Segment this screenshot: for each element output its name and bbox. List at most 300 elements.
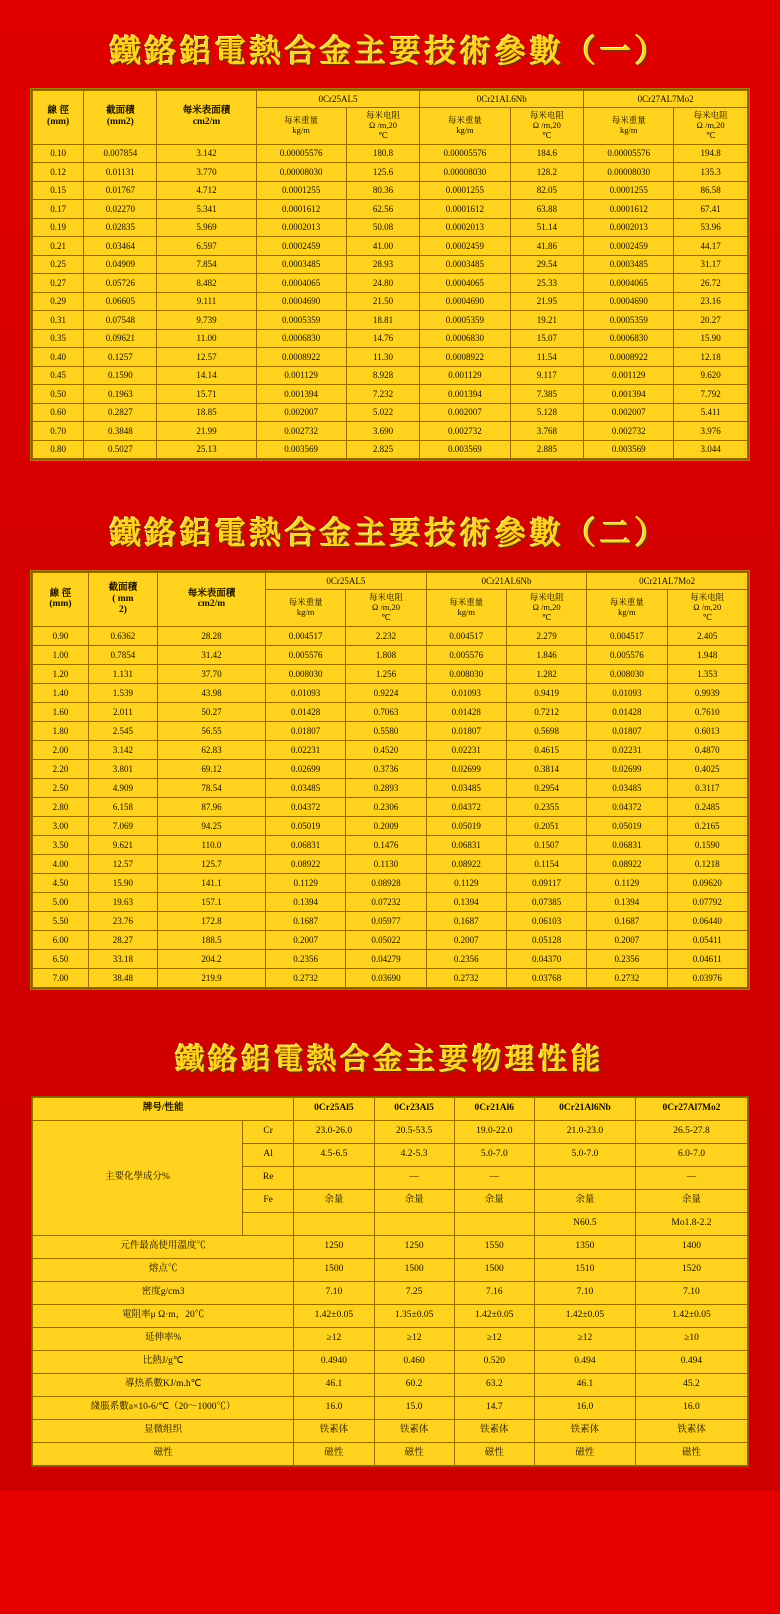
table1-cell-r15-c8: 3.976: [674, 422, 748, 441]
table-2-wrapper: [31, 571, 749, 989]
property-value-r5-c0: 0.4940: [294, 1350, 374, 1373]
header2-weight-3: 每米重量 kg/m: [587, 590, 667, 626]
property-value-r3-c0: 1.42±0.05: [294, 1304, 374, 1327]
table-row: [33, 422, 748, 441]
property-label-7: 綫脹系數a×10-6/℃（20～1000℃）: [33, 1396, 294, 1419]
property-value-r8-c0: 铁素体: [294, 1419, 374, 1442]
table-3-wrapper: [31, 1096, 749, 1467]
table2-cell-r17-c1: 33.18: [88, 949, 157, 968]
header2-resistance-3: 每米电阻 Ω /m,20 ℃: [667, 590, 747, 626]
table2-cell-r14-c8: 0.07792: [667, 892, 747, 911]
table2-cell-r8-c5: 0.03485: [426, 778, 506, 797]
header-alloy2-0cr21al7mo2: 0Cr21AL7Mo2: [587, 573, 748, 590]
table1-cell-r13-c1: 0.1963: [84, 385, 157, 404]
table1-cell-r3-c2: 5.341: [157, 200, 256, 219]
table2-cell-r4-c4: 0.7063: [346, 702, 426, 721]
table2-cell-r18-c5: 0.2732: [426, 968, 506, 987]
table1-cell-r16-c5: 0.003569: [420, 440, 510, 459]
table2-cell-r6-c7: 0.02231: [587, 740, 667, 759]
table1-cell-r15-c0: 0.70: [33, 422, 84, 441]
property-value-r9-c2: 磁性: [454, 1442, 534, 1465]
table1-cell-r8-c8: 23.16: [674, 292, 748, 311]
table1-cell-r16-c6: 2.885: [510, 440, 584, 459]
table1-cell-r2-c7: 0.0001255: [584, 181, 674, 200]
header-alloy2-0cr21al6nb: 0Cr21AL6Nb: [426, 573, 587, 590]
table2-cell-r2-c3: 0.008030: [266, 664, 346, 683]
property-label-3: 電阻率μ Ω·m，20℃: [33, 1304, 294, 1327]
table-row: [33, 683, 748, 702]
table2-cell-r2-c8: 1.353: [667, 664, 747, 683]
table-row: [33, 255, 748, 274]
table2-cell-r1-c5: 0.005576: [426, 645, 506, 664]
table2-cell-r4-c2: 50.27: [157, 702, 265, 721]
table2-cell-r16-c6: 0.05128: [506, 930, 586, 949]
table2-cell-r13-c3: 0.1129: [266, 873, 346, 892]
header-alloy2-0cr25al5: 0Cr25AL5: [266, 573, 427, 590]
property-value-r7-c1: 15.0: [374, 1396, 454, 1419]
table1-cell-r15-c6: 3.768: [510, 422, 584, 441]
table2-cell-r9-c0: 2.80: [33, 797, 89, 816]
table2-cell-r14-c7: 0.1394: [587, 892, 667, 911]
composition-value-r2-c0: [294, 1166, 374, 1189]
composition-value-r3-c1: 余量: [374, 1189, 454, 1212]
table1-cell-r12-c7: 0.001129: [584, 366, 674, 385]
property-value-r2-c2: 7.16: [454, 1281, 534, 1304]
table1-cell-r4-c7: 0.0002013: [584, 218, 674, 237]
property-value-r4-c2: ≥12: [454, 1327, 534, 1350]
table2-cell-r12-c8: 0.1218: [667, 854, 747, 873]
header-col-0cr21al6nb: 0Cr21Al6Nb: [534, 1097, 635, 1120]
technical-parameters-table-1: [32, 90, 748, 459]
table1-cell-r9-c4: 18.81: [346, 311, 420, 330]
table2-cell-r5-c1: 2.545: [88, 721, 157, 740]
table2-cell-r9-c5: 0.04372: [426, 797, 506, 816]
table1-cell-r9-c0: 0.31: [33, 311, 84, 330]
table-row: [33, 740, 748, 759]
table-row: [33, 759, 748, 778]
table2-cell-r18-c4: 0.03690: [346, 968, 426, 987]
property-value-r2-c1: 7.25: [374, 1281, 454, 1304]
table2-cell-r10-c0: 3.00: [33, 816, 89, 835]
property-row: [33, 1258, 748, 1281]
property-label-0: 元件最高使用溫度℃: [33, 1235, 294, 1258]
table1-cell-r11-c3: 0.0008922: [256, 348, 346, 367]
property-value-r2-c0: 7.10: [294, 1281, 374, 1304]
table-row: [33, 218, 748, 237]
table2-cell-r5-c8: 0.6013: [667, 721, 747, 740]
table2-cell-r13-c6: 0.09117: [506, 873, 586, 892]
table-row: [33, 237, 748, 256]
composition-value-r2-c2: —: [454, 1166, 534, 1189]
table1-cell-r1-c8: 135.3: [674, 163, 748, 182]
property-value-r6-c2: 63.2: [454, 1373, 534, 1396]
table1-cell-r3-c0: 0.17: [33, 200, 84, 219]
table2-cell-r6-c0: 2.00: [33, 740, 89, 759]
table2-cell-r2-c0: 1.20: [33, 664, 89, 683]
property-value-r0-c4: 1400: [635, 1235, 747, 1258]
table2-cell-r14-c0: 5.00: [33, 892, 89, 911]
header-col-0cr25al5: 0Cr25Al5: [294, 1097, 374, 1120]
table2-cell-r12-c1: 12.57: [88, 854, 157, 873]
table1-cell-r8-c2: 9.111: [157, 292, 256, 311]
table1-cell-r9-c2: 9.739: [157, 311, 256, 330]
table1-cell-r2-c4: 80.36: [346, 181, 420, 200]
table-row: [33, 664, 748, 683]
property-value-r4-c3: ≥12: [534, 1327, 635, 1350]
table1-cell-r14-c5: 0.002007: [420, 403, 510, 422]
table1-cell-r8-c6: 21.95: [510, 292, 584, 311]
table1-cell-r15-c1: 0.3848: [84, 422, 157, 441]
table1-cell-r6-c2: 7.854: [157, 255, 256, 274]
header-surface-area-2: 每米表面積 cm2/m: [157, 573, 265, 627]
table1-cell-r4-c4: 50.08: [346, 218, 420, 237]
table1-cell-r16-c3: 0.003569: [256, 440, 346, 459]
header-col-0cr21al6: 0Cr21Al6: [454, 1097, 534, 1120]
table2-cell-r0-c2: 28.28: [157, 626, 265, 645]
header-alloy-0cr27al7mo2: 0Cr27AL7Mo2: [584, 91, 748, 108]
table2-cell-r17-c6: 0.04370: [506, 949, 586, 968]
composition-value-r3-c0: 余量: [294, 1189, 374, 1212]
composition-value-r3-c2: 余量: [454, 1189, 534, 1212]
table2-cell-r1-c4: 1.808: [346, 645, 426, 664]
table2-cell-r0-c1: 0.6362: [88, 626, 157, 645]
table1-cell-r12-c0: 0.45: [33, 366, 84, 385]
table2-cell-r15-c1: 23.76: [88, 911, 157, 930]
table1-cell-r8-c0: 0.29: [33, 292, 84, 311]
table1-cell-r3-c6: 63.88: [510, 200, 584, 219]
table1-cell-r6-c4: 28.93: [346, 255, 420, 274]
table1-cell-r7-c3: 0.0004065: [256, 274, 346, 293]
property-value-r4-c1: ≥12: [374, 1327, 454, 1350]
table2-cell-r13-c8: 0.09620: [667, 873, 747, 892]
table1-cell-r13-c3: 0.001394: [256, 385, 346, 404]
table-row: [33, 292, 748, 311]
table-row: [33, 274, 748, 293]
property-value-r1-c0: 1500: [294, 1258, 374, 1281]
table-row: [33, 626, 748, 645]
table2-cell-r0-c3: 0.004517: [266, 626, 346, 645]
table2-cell-r14-c6: 0.07385: [506, 892, 586, 911]
table2-cell-r7-c5: 0.02699: [426, 759, 506, 778]
table2-cell-r3-c1: 1.539: [88, 683, 157, 702]
table2-cell-r4-c3: 0.01428: [266, 702, 346, 721]
property-value-r7-c4: 16.0: [635, 1396, 747, 1419]
composition-value-r2-c1: —: [374, 1166, 454, 1189]
table1-cell-r6-c5: 0.0003485: [420, 255, 510, 274]
table2-cell-r13-c0: 4.50: [33, 873, 89, 892]
table2-cell-r17-c3: 0.2356: [266, 949, 346, 968]
table1-cell-r13-c2: 15.71: [157, 385, 256, 404]
property-value-r3-c3: 1.42±0.05: [534, 1304, 635, 1327]
property-label-9: 磁性: [33, 1442, 294, 1465]
table1-cell-r1-c5: 0.00008030: [420, 163, 510, 182]
table-row: [33, 311, 748, 330]
table2-cell-r11-c5: 0.06831: [426, 835, 506, 854]
table1-cell-r5-c1: 0.03464: [84, 237, 157, 256]
property-row: [33, 1235, 748, 1258]
table-row: [33, 873, 748, 892]
property-value-r0-c3: 1350: [534, 1235, 635, 1258]
table-row: [33, 968, 748, 987]
property-value-r8-c3: 铁素体: [534, 1419, 635, 1442]
property-value-r5-c4: 0.494: [635, 1350, 747, 1373]
physical-properties-table: [32, 1097, 748, 1466]
table2-cell-r4-c0: 1.60: [33, 702, 89, 721]
composition-group-label: 主要化學成分%: [33, 1120, 243, 1235]
table2-cell-r14-c3: 0.1394: [266, 892, 346, 911]
table2-cell-r18-c8: 0.03976: [667, 968, 747, 987]
table2-cell-r17-c5: 0.2356: [426, 949, 506, 968]
table-row: [33, 329, 748, 348]
table1-cell-r8-c4: 21.50: [346, 292, 420, 311]
table2-cell-r0-c7: 0.004517: [587, 626, 667, 645]
table1-cell-r11-c5: 0.0008922: [420, 348, 510, 367]
property-value-r9-c4: 磁性: [635, 1442, 747, 1465]
table2-cell-r8-c3: 0.03485: [266, 778, 346, 797]
table2-cell-r2-c4: 1.256: [346, 664, 426, 683]
table1-cell-r7-c7: 0.0004065: [584, 274, 674, 293]
table2-cell-r9-c7: 0.04372: [587, 797, 667, 816]
table1-cell-r3-c8: 67.41: [674, 200, 748, 219]
table1-cell-r5-c4: 41.00: [346, 237, 420, 256]
table1-cell-r6-c8: 31.17: [674, 255, 748, 274]
table2-cell-r8-c6: 0.2954: [506, 778, 586, 797]
table2-cell-r17-c8: 0.04611: [667, 949, 747, 968]
header-resistance-2: 每米电阻 Ω /m,20 ℃: [510, 108, 584, 144]
table1-cell-r13-c5: 0.001394: [420, 385, 510, 404]
table1-cell-r8-c1: 0.06605: [84, 292, 157, 311]
table2-cell-r15-c8: 0.06440: [667, 911, 747, 930]
table1-cell-r10-c4: 14.76: [346, 329, 420, 348]
table1-cell-r8-c7: 0.0004690: [584, 292, 674, 311]
table2-cell-r1-c2: 31.42: [157, 645, 265, 664]
table2-cell-r7-c7: 0.02699: [587, 759, 667, 778]
table1-cell-r6-c1: 0.04909: [84, 255, 157, 274]
composition-value-r0-c2: 19.0-22.0: [454, 1120, 534, 1143]
property-value-r5-c3: 0.494: [534, 1350, 635, 1373]
property-value-r8-c4: 铁素体: [635, 1419, 747, 1442]
composition-value-r4-c4: Mo1.8-2.2: [635, 1212, 747, 1235]
header2-weight-1: 每米重量 kg/m: [266, 590, 346, 626]
header-weight-1: 每米重量 kg/m: [256, 108, 346, 144]
table2-cell-r7-c6: 0.3814: [506, 759, 586, 778]
table2-cell-r11-c2: 110.0: [157, 835, 265, 854]
table1-cell-r8-c3: 0.0004690: [256, 292, 346, 311]
table2-cell-r13-c4: 0.08928: [346, 873, 426, 892]
table2-cell-r0-c4: 2.232: [346, 626, 426, 645]
table1-cell-r11-c6: 11.54: [510, 348, 584, 367]
composition-element-Al: Al: [242, 1143, 293, 1166]
table-row: [33, 144, 748, 163]
table-3-head: [33, 1097, 748, 1120]
table1-cell-r2-c5: 0.0001255: [420, 181, 510, 200]
page-title-2: 鐵鉻鋁電熱合金主要技術參數（二）: [110, 516, 670, 552]
table1-cell-r4-c3: 0.0002013: [256, 218, 346, 237]
table1-cell-r3-c5: 0.0001612: [420, 200, 510, 219]
table2-cell-r13-c2: 141.1: [157, 873, 265, 892]
table1-cell-r10-c0: 0.35: [33, 329, 84, 348]
property-label-6: 導热系數KJ/m.h℃: [33, 1373, 294, 1396]
table2-cell-r8-c0: 2.50: [33, 778, 89, 797]
table1-cell-r9-c3: 0.0005359: [256, 311, 346, 330]
header-col-0cr27al7mo2: 0Cr27Al7Mo2: [635, 1097, 747, 1120]
header-alloy-0cr25al5: 0Cr25AL5: [256, 91, 420, 108]
table2-cell-r2-c6: 1.282: [506, 664, 586, 683]
header-resistance-3: 每米电阻 Ω /m,20 ℃: [674, 108, 748, 144]
table1-cell-r2-c6: 82.05: [510, 181, 584, 200]
table2-cell-r13-c7: 0.1129: [587, 873, 667, 892]
table1-cell-r1-c2: 3.770: [157, 163, 256, 182]
property-row: [33, 1442, 748, 1465]
table2-cell-r16-c3: 0.2007: [266, 930, 346, 949]
table1-cell-r4-c0: 0.19: [33, 218, 84, 237]
property-value-r7-c3: 16.0: [534, 1396, 635, 1419]
composition-value-r2-c4: —: [635, 1166, 747, 1189]
property-value-r1-c1: 1500: [374, 1258, 454, 1281]
table-2-body: [33, 626, 748, 987]
table2-cell-r3-c5: 0.01093: [426, 683, 506, 702]
property-row: [33, 1304, 748, 1327]
table1-cell-r9-c6: 19.21: [510, 311, 584, 330]
table1-cell-r2-c3: 0.0001255: [256, 181, 346, 200]
table2-cell-r6-c6: 0.4615: [506, 740, 586, 759]
table2-cell-r8-c2: 78.54: [157, 778, 265, 797]
table2-cell-r5-c7: 0.01807: [587, 721, 667, 740]
composition-value-r1-c2: 5.0-7.0: [454, 1143, 534, 1166]
table-row: [33, 930, 748, 949]
table-row: [33, 949, 748, 968]
table2-cell-r16-c4: 0.05022: [346, 930, 426, 949]
property-value-r7-c2: 14.7: [454, 1396, 534, 1419]
property-value-r4-c0: ≥12: [294, 1327, 374, 1350]
property-value-r2-c4: 7.10: [635, 1281, 747, 1304]
table2-cell-r16-c8: 0.05411: [667, 930, 747, 949]
table1-cell-r2-c8: 86.58: [674, 181, 748, 200]
table2-cell-r3-c6: 0.9419: [506, 683, 586, 702]
table1-cell-r5-c5: 0.0002459: [420, 237, 510, 256]
table1-cell-r1-c3: 0.00008030: [256, 163, 346, 182]
table2-cell-r11-c6: 0.1507: [506, 835, 586, 854]
table1-cell-r15-c3: 0.002732: [256, 422, 346, 441]
table2-cell-r12-c4: 0.1130: [346, 854, 426, 873]
table2-cell-r17-c2: 204.2: [157, 949, 265, 968]
table2-cell-r9-c1: 6.158: [88, 797, 157, 816]
table2-cell-r6-c8: 0.4870: [667, 740, 747, 759]
table2-cell-r15-c5: 0.1687: [426, 911, 506, 930]
table2-cell-r17-c4: 0.04279: [346, 949, 426, 968]
header-wire-diameter: 線 徑 (mm): [33, 91, 84, 145]
table1-cell-r4-c2: 5.969: [157, 218, 256, 237]
table2-cell-r7-c4: 0.3736: [346, 759, 426, 778]
table1-cell-r9-c1: 0.07548: [84, 311, 157, 330]
table2-cell-r6-c3: 0.02231: [266, 740, 346, 759]
table-row: [33, 366, 748, 385]
property-row: [33, 1373, 748, 1396]
table2-cell-r2-c5: 0.008030: [426, 664, 506, 683]
table-row: [33, 702, 748, 721]
composition-value-r4-c1: [374, 1212, 454, 1235]
composition-value-r4-c3: N60.5: [534, 1212, 635, 1235]
property-value-r3-c1: 1.35±0.05: [374, 1304, 454, 1327]
table2-cell-r15-c4: 0.05977: [346, 911, 426, 930]
table1-cell-r5-c3: 0.0002459: [256, 237, 346, 256]
table-1-head: [33, 91, 748, 145]
table2-cell-r8-c8: 0.3117: [667, 778, 747, 797]
header-wire-diameter-2: 線 徑 (mm): [33, 573, 89, 627]
table2-cell-r18-c0: 7.00: [33, 968, 89, 987]
table2-cell-r18-c2: 219.9: [157, 968, 265, 987]
header-surface-area: 每米表面積 cm2/m: [157, 91, 256, 145]
property-label-5: 比熱J/g℃: [33, 1350, 294, 1373]
composition-value-r4-c0: [294, 1212, 374, 1235]
table2-cell-r5-c4: 0.5580: [346, 721, 426, 740]
property-row: [33, 1396, 748, 1419]
table1-cell-r13-c4: 7.232: [346, 385, 420, 404]
property-value-r9-c0: 磁性: [294, 1442, 374, 1465]
table-row: [33, 403, 748, 422]
property-value-r5-c1: 0.460: [374, 1350, 454, 1373]
table2-cell-r3-c4: 0.9224: [346, 683, 426, 702]
table1-cell-r10-c7: 0.0006830: [584, 329, 674, 348]
property-value-r7-c0: 16.0: [294, 1396, 374, 1419]
table2-cell-r18-c6: 0.03768: [506, 968, 586, 987]
property-value-r6-c0: 46.1: [294, 1373, 374, 1396]
table1-cell-r12-c1: 0.1590: [84, 366, 157, 385]
header-weight-2: 每米重量 kg/m: [420, 108, 510, 144]
composition-value-r2-c3: [534, 1166, 635, 1189]
table2-cell-r17-c7: 0.2356: [587, 949, 667, 968]
table1-cell-r7-c6: 25.33: [510, 274, 584, 293]
table1-cell-r13-c0: 0.50: [33, 385, 84, 404]
property-value-r3-c2: 1.42±0.05: [454, 1304, 534, 1327]
table2-cell-r11-c8: 0.1590: [667, 835, 747, 854]
table2-cell-r9-c6: 0.2355: [506, 797, 586, 816]
table1-cell-r16-c0: 0.80: [33, 440, 84, 459]
table1-cell-r3-c7: 0.0001612: [584, 200, 674, 219]
table2-cell-r6-c4: 0.4520: [346, 740, 426, 759]
table2-cell-r11-c7: 0.06831: [587, 835, 667, 854]
page-title-1: 鐵鉻鋁電熱合金主要技術參數（一）: [110, 34, 670, 69]
table-row: [33, 892, 748, 911]
property-value-r0-c1: 1250: [374, 1235, 454, 1258]
table1-cell-r15-c5: 0.002732: [420, 422, 510, 441]
table2-cell-r18-c1: 38.48: [88, 968, 157, 987]
table1-cell-r0-c7: 0.00005576: [584, 144, 674, 163]
composition-value-r0-c1: 20.5-53.5: [374, 1120, 454, 1143]
table1-cell-r6-c7: 0.0003485: [584, 255, 674, 274]
table1-cell-r6-c6: 29.54: [510, 255, 584, 274]
table-row: [33, 385, 748, 404]
table1-cell-r0-c8: 194.8: [674, 144, 748, 163]
property-value-r2-c3: 7.10: [534, 1281, 635, 1304]
table2-cell-r10-c1: 7.069: [88, 816, 157, 835]
table2-cell-r4-c7: 0.01428: [587, 702, 667, 721]
property-value-r5-c2: 0.520: [454, 1350, 534, 1373]
table-row: [33, 440, 748, 459]
table2-cell-r12-c5: 0.08922: [426, 854, 506, 873]
table2-cell-r12-c3: 0.08922: [266, 854, 346, 873]
table-2-head: [33, 573, 748, 627]
page-title-3: 鐵鉻鋁電熱合金主要物理性能: [175, 1043, 605, 1076]
table2-cell-r8-c1: 4.909: [88, 778, 157, 797]
property-row: [33, 1327, 748, 1350]
header-weight-3: 每米重量 kg/m: [584, 108, 674, 144]
property-value-r8-c1: 铁素体: [374, 1419, 454, 1442]
table2-cell-r1-c7: 0.005576: [587, 645, 667, 664]
table2-cell-r5-c0: 1.80: [33, 721, 89, 740]
property-value-r9-c1: 磁性: [374, 1442, 454, 1465]
table2-cell-r16-c0: 6.00: [33, 930, 89, 949]
